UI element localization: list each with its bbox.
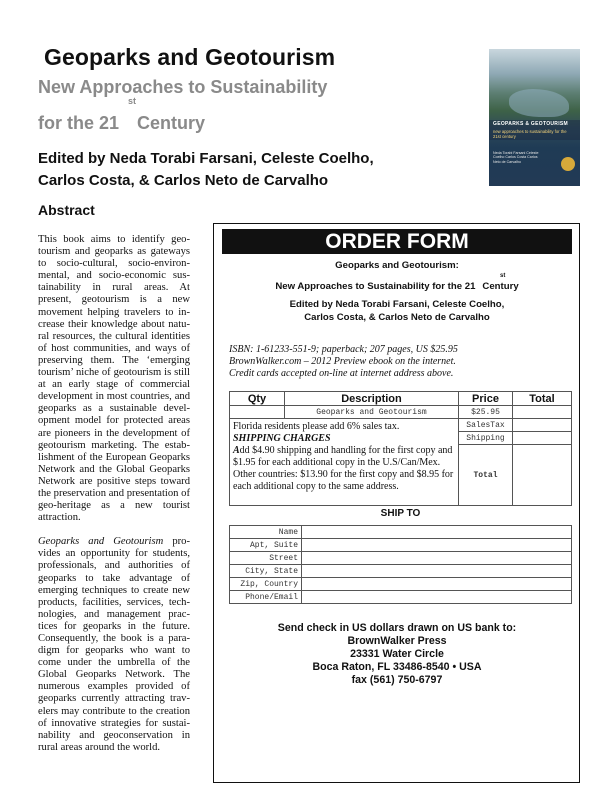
ship-to-heading: SHIP TO (380, 508, 421, 519)
shipping-heading: SHIPPING CHARGES (233, 433, 331, 444)
book-subtitle-line1: New Approaches to Sustainability (38, 77, 328, 97)
abstract-paragraph-2 (38, 536, 190, 754)
book-subtitle-line2 (38, 113, 205, 134)
cover-badge-icon (561, 157, 575, 171)
cover-authors: Neda Torabi Farsani Celeste Coelho Carlos Costa Carlos Neto de Carvalho (493, 151, 539, 164)
order-info-credit: Credit cards accepted on-line at internet address above. (229, 368, 454, 379)
table-row (230, 406, 572, 419)
shipping-cell[interactable] (513, 432, 572, 445)
cover-title: GEOPARKS & GEOTOURISM (493, 121, 569, 127)
abstract-book-title: Geoparks and Geotourism (38, 536, 164, 548)
order-info-website: BrownWalker.com – 2012 Preview ebook on the internet. (229, 356, 456, 367)
abstract-paragraph-1: This book aims to identify geo-tourism and geoparks as gateways to socio-cultural, socio-environ-mental, and socio-economic sus-tainability in rural areas. At present, geotourism is a new movement helping travelers to in-crease their knowledge about natu-ral resources, the cultural identities of host communities, and ways of preserving them. The ‘emerging tourism’ niche of geotourism is still at an early stage of commercial development in most countries, and geoparks as a sustainable devel-opment model for protected areas are pioneers in the development of geotourism marketing. The estab-lishment of the European Geoparks Network and the Global Geoparks Network are positive steps toward the preservation and presentation of geo-heritage as a new tourist attraction. (38, 234, 190, 524)
order-form-subtitle-start: New Approaches to Sustainability for the 21 (275, 281, 476, 292)
subtitle-line2-end: Century (137, 113, 206, 133)
ship-phone-label: Phone/Email (230, 591, 302, 604)
order-form-editors-line1: Edited by Neda Torabi Farsani, Celeste Coelho, (289, 299, 505, 310)
book-subtitle-superscript: st (128, 96, 137, 106)
order-form-title: Geoparks and Geotourism: (335, 260, 459, 271)
ship-street-field[interactable] (302, 552, 572, 565)
table-row (230, 591, 572, 604)
shipping-body: dd $4.90 shipping and handling for the first copy and $1.95 for each additional copy in the U.S/Can/Mex. Other countries: $13.90 for the first copy and $8.95 for each additional copy to the same address. (233, 445, 454, 492)
abstract-paragraph-2-text: pro-vides an opportunity for students, professionals, and authorities of geoparks to take advantage of emerging techniques to create new products, facilities, services, tech-nologies, and management prac-tices for geoparks in the future. Consequently, the book is a para-digm for geoparks who want to come under the umbrella of the Global Geoparks Network. The numerous examples provided of geoparks currently attracting trav-elers may contribute to the creation of innovative strategies for sustai-nability and geoconservation in rural areas around the world. (38, 536, 190, 753)
order-table (229, 391, 572, 506)
order-table-header (230, 392, 572, 406)
book-cover-image (489, 49, 580, 186)
col-total: Total (513, 392, 572, 406)
ship-zip-label: Zip, Country (230, 578, 302, 591)
sales-tax-cell[interactable] (513, 419, 572, 432)
mail-publisher: BrownWalker Press (347, 635, 447, 647)
qty-cell[interactable] (230, 406, 285, 419)
order-form-banner: ORDER FORM (222, 229, 572, 254)
item-total-cell[interactable] (513, 406, 572, 419)
sales-tax-label: SalesTax (459, 419, 513, 432)
ship-phone-field[interactable] (302, 591, 572, 604)
order-form-subtitle (222, 281, 572, 292)
total-label: Total (459, 445, 513, 506)
order-form-subtitle-superscript: st (500, 273, 506, 279)
col-description: Description (285, 392, 459, 406)
table-row (230, 578, 572, 591)
ship-name-label: Name (230, 526, 302, 539)
ship-apt-field[interactable] (302, 539, 572, 552)
ship-apt-label: Apt, Suite (230, 539, 302, 552)
shipping-dropcap: A (233, 445, 240, 456)
shipping-notes (230, 419, 459, 506)
total-cell[interactable] (513, 445, 572, 506)
order-form-subtitle-end: Century (482, 281, 519, 292)
col-qty: Qty (230, 392, 285, 406)
table-row (230, 565, 572, 578)
book-title: Geoparks and Geotourism (44, 44, 336, 70)
shipping-label: Shipping (459, 432, 513, 445)
col-price: Price (459, 392, 513, 406)
tax-note: Florida residents please add 6% sales tax. (233, 421, 400, 432)
shipping-text (233, 445, 455, 493)
book-editors-line1: Edited by Neda Torabi Farsani, Celeste Coelho, (38, 150, 374, 167)
ship-zip-field[interactable] (302, 578, 572, 591)
cover-river (509, 89, 569, 117)
cover-subtitle: new approaches to sustainability for the 21st century (493, 129, 567, 139)
table-row (230, 419, 572, 432)
order-form-editors-line2: Carlos Costa, & Carlos Neto de Carvalho (304, 312, 490, 323)
mail-fax: fax (561) 750-6797 (351, 674, 443, 686)
abstract-body (38, 234, 190, 766)
ship-city-label: City, State (230, 565, 302, 578)
table-row (230, 539, 572, 552)
ship-name-field[interactable] (302, 526, 572, 539)
abstract-heading: Abstract (38, 202, 95, 218)
table-row (230, 526, 572, 539)
ship-street-label: Street (230, 552, 302, 565)
mail-street: 23331 Water Circle (350, 648, 444, 660)
ship-city-field[interactable] (302, 565, 572, 578)
book-editors-line2: Carlos Costa, & Carlos Neto de Carvalho (38, 172, 329, 189)
subtitle-line2-start: for the 21 (38, 113, 120, 133)
mail-instructions: Send check in US dollars drawn on US bank to: (277, 622, 517, 634)
item-price: $25.95 (459, 406, 513, 419)
table-row (230, 552, 572, 565)
order-info-isbn: ISBN: 1-61233-551-9; paperback; 207 pages, US $25.95 (229, 344, 458, 355)
mail-city: Boca Raton, FL 33486-8540 • USA (312, 661, 482, 673)
item-description: Geoparks and Geotourism (285, 406, 459, 419)
ship-to-table (229, 525, 572, 604)
